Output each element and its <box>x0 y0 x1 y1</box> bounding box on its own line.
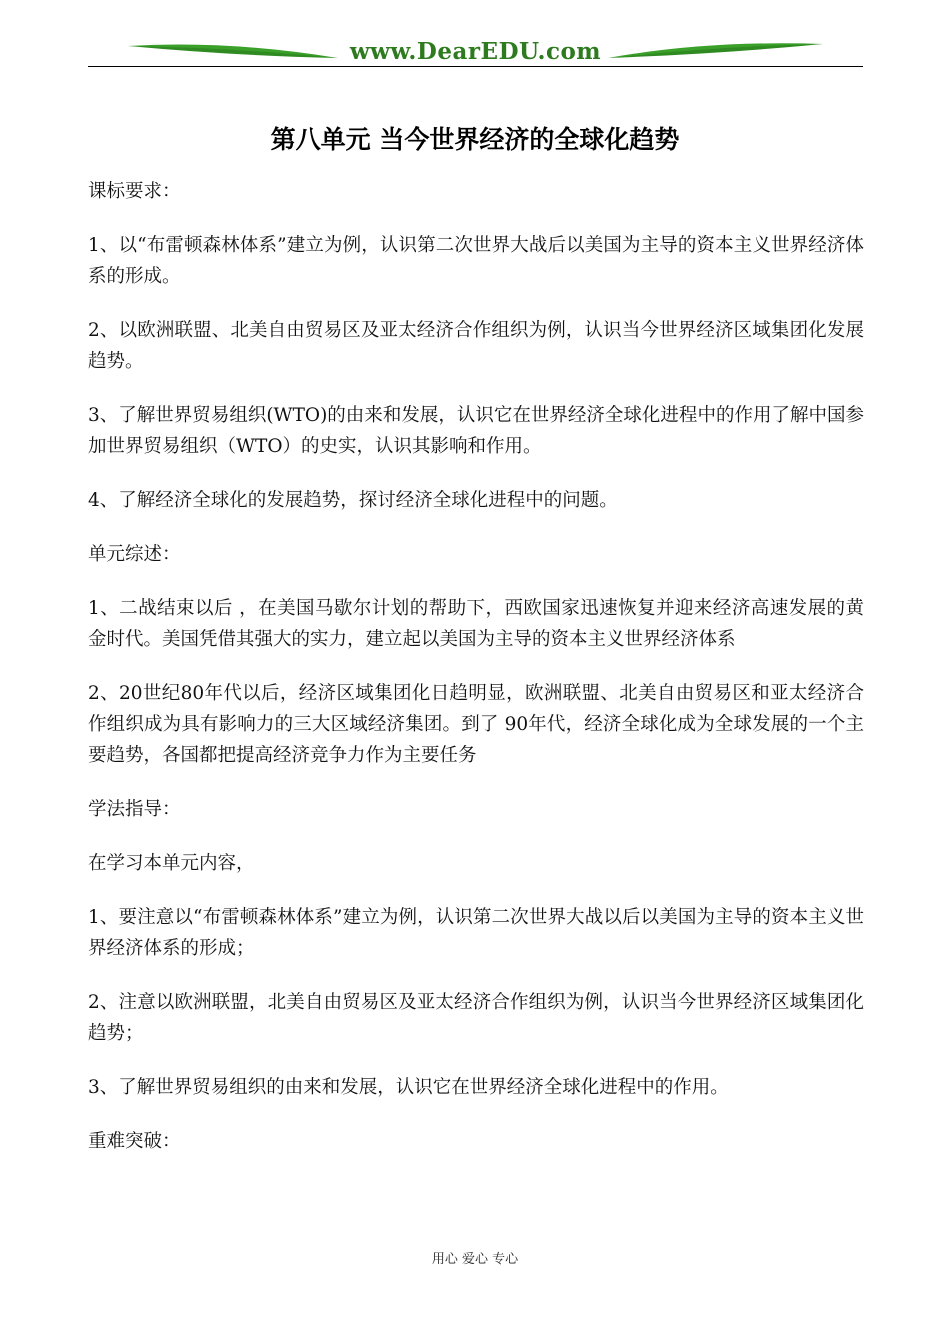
page-title: 第八单元 当今世界经济的全球化趋势 <box>270 125 680 154</box>
paragraph: 1、二战结束以后 ，在美国马歇尔计划的帮助下，西欧国家迅速恢复并迎来经济高速发展的黄金时代。美国凭借其强大的实力，建立起以美国为主导的资本主义世界经济体系 <box>88 598 864 650</box>
section-heading-study-guide: 学法指导： <box>88 799 181 820</box>
paragraph: 2、以欧洲联盟、北美自由贸易区及亚太经济合作组织为例，认识当今世界经济区域集团化发展趋势。 <box>88 320 864 372</box>
paragraph: 3、了解世界贸易组织的由来和发展，认识它在世界经济全球化进程中的作用。 <box>88 1077 729 1098</box>
paragraph: 4、了解经济全球化的发展趋势，探讨经济全球化进程中的问题。 <box>88 490 618 511</box>
paragraph: 2、20世纪80年代以后，经济区域集团化日趋明显，欧洲联盟、北美自由贸易区和亚太经济合作组织成为具有影响力的三大区域经济集团。到了 90年代，经济全球化成为全球发展的一个主要趋势，各国都把提高经济竞争力作为主要任务 <box>88 683 864 766</box>
paragraph: 1、要注意以“布雷顿森林体系”建立为例，认识第二次世界大战以后以美国为主导的资本主义世界经济体系的形成； <box>88 907 864 959</box>
page-footer: 用心 爱心 专心 <box>431 1252 519 1267</box>
section-heading-standards: 课标要求： <box>88 181 181 202</box>
paragraph: 2、注意以欧洲联盟，北美自由贸易区及亚太经济合作组织为例，认识当今世界经济区域集团化趋势； <box>88 992 864 1044</box>
site-header-banner <box>88 36 863 68</box>
paragraph: 3、了解世界贸易组织(WTO)的由来和发展，认识它在世界经济全球化进程中的作用了解中国参加世界贸易组织（WTO）的史实，认识其影响和作用。 <box>88 405 864 457</box>
section-heading-key-points: 重难突破： <box>88 1131 181 1152</box>
paragraph: 在学习本单元内容， <box>88 853 255 874</box>
site-logo-text: www.DearEDU.com <box>349 38 602 65</box>
document-body <box>88 176 864 1180</box>
paragraph: 1、以“布雷顿森林体系”建立为例，认识第二次世界大战后以美国为主导的资本主义世界经济体系的形成。 <box>88 235 864 287</box>
section-heading-overview: 单元综述： <box>88 544 181 565</box>
header-divider <box>88 66 863 67</box>
